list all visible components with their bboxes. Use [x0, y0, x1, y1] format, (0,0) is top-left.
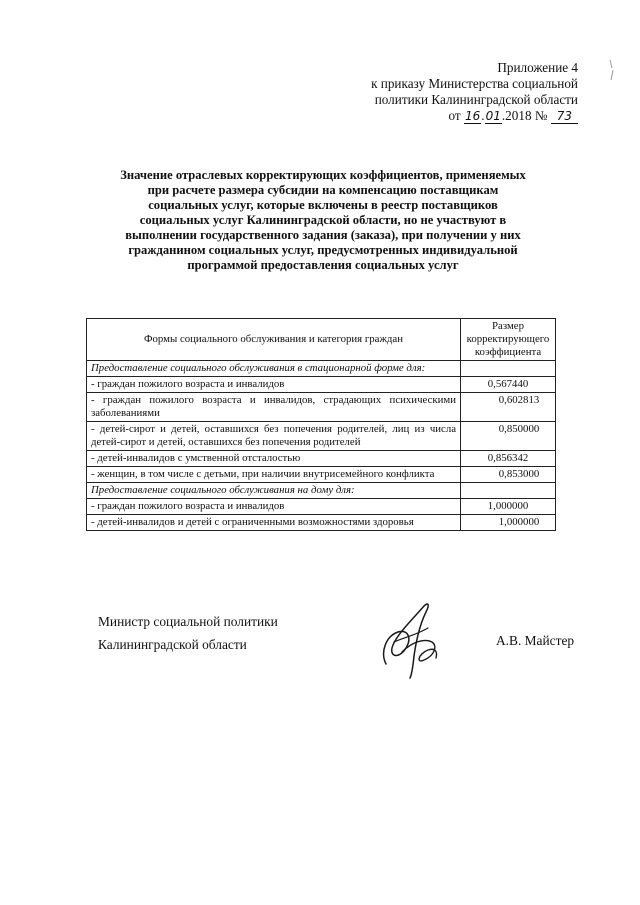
title-line: выполнении государственного задания (заказа), при получении у них — [125, 228, 521, 242]
order-number: 73 — [551, 110, 578, 124]
row-value-text: 0,602813 — [498, 394, 540, 406]
row-value: 0,856342 — [461, 451, 556, 467]
row-value-text: 0,850000 — [498, 423, 540, 435]
table-row — [87, 499, 556, 515]
row-value — [461, 422, 556, 451]
signatory-position-line: Калининградской области — [98, 637, 247, 652]
title-line: программой предоставления социальных услуг — [187, 258, 459, 272]
appendix-header — [338, 60, 578, 124]
appendix-title: Приложение 4 — [497, 60, 578, 75]
appendix-date-line — [338, 108, 578, 124]
signatory-position-line: Министр социальной политики — [98, 614, 278, 629]
title-line: гражданином социальных услуг, предусмотренных индивидуальной — [128, 243, 518, 257]
row-value — [461, 515, 556, 531]
row-label: - граждан пожилого возраста и инвалидов, страдающих психическими заболеваниями — [87, 393, 461, 422]
table-row — [87, 483, 556, 499]
row-label: - граждан пожилого возраста и инвалидов — [87, 499, 461, 515]
appendix-order-ref: к приказу Министерства социальной — [371, 76, 578, 91]
table-row — [87, 393, 556, 422]
table-row — [87, 422, 556, 451]
handwritten-signature — [372, 598, 452, 680]
date-month: 01 — [485, 109, 501, 123]
row-label: - детей-сирот и детей, оставшихся без попечения родителей, лиц из числа детей-сирот и детей, оставшихся без попечения родителей — [87, 422, 461, 451]
table-row — [87, 361, 556, 377]
date-day: 16 — [465, 109, 481, 123]
signatory-name: А.В. Майстер — [496, 633, 575, 648]
header-coefficient: Размер корректирующего коэффициента — [461, 319, 556, 361]
title-line: при расчете размера субсидии на компенсацию поставщикам — [147, 183, 499, 197]
row-value-text: 0,853000 — [498, 468, 540, 480]
row-section-label: Предоставление социального обслуживания в стационарной форме для: — [87, 361, 461, 377]
row-value — [461, 467, 556, 483]
row-label: - детей-инвалидов с умственной отсталостью — [87, 451, 461, 467]
table-header-row — [87, 319, 556, 361]
row-label: - граждан пожилого возраста и инвалидов — [87, 377, 461, 393]
date-separator: . — [481, 108, 485, 123]
row-value: 0,567440 — [461, 377, 556, 393]
row-value — [461, 483, 556, 499]
coefficients-table — [86, 318, 556, 531]
row-label: - детей-инвалидов и детей с ограниченными возможностями здоровья — [87, 515, 461, 531]
signatory-position — [98, 610, 278, 656]
table-row — [87, 451, 556, 467]
title-line: социальных услуг Калининградской области, но не участвуют в — [139, 213, 507, 227]
table-row — [87, 377, 556, 393]
row-section-label: Предоставление социального обслуживания на дому для: — [87, 483, 461, 499]
row-value — [461, 361, 556, 377]
row-value — [461, 393, 556, 422]
header-category: Формы социального обслуживания и категория граждан — [87, 319, 461, 361]
title-line: Значение отраслевых корректирующих коэффициентов, применяемых — [120, 168, 526, 182]
row-label: - женщин, в том числе с детьми, при наличии внутрисемейного конфликта — [87, 467, 461, 483]
row-value: 1,000000 — [461, 499, 556, 515]
appendix-ministry: политики Калининградской области — [374, 92, 578, 107]
date-year: .2018 № — [501, 108, 548, 123]
title-line: социальных услуг, которые включены в реестр поставщиков — [148, 198, 498, 212]
row-value-text: 1,000000 — [498, 516, 540, 528]
table-row — [87, 515, 556, 531]
date-prefix: от — [448, 108, 461, 123]
document-title — [78, 168, 568, 273]
table-row — [87, 467, 556, 483]
margin-scan-mark — [606, 58, 618, 82]
